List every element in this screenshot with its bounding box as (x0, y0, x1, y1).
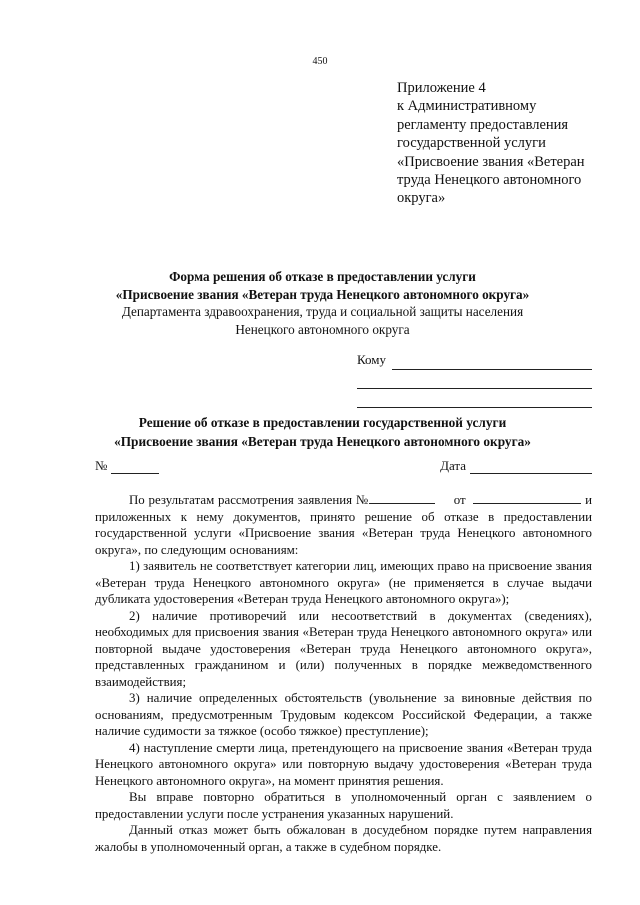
decision-body (95, 491, 592, 855)
appendix-line: округа» (397, 190, 446, 207)
reason-item: 4) наступление смерти лица, претендующего на присвоение звания «Ветеран труда Ненецкого автономного округа» или повторную выдачу удостоверения «Ветеран труда Ненецкого автономного округа», на момент принятия решения. (95, 740, 592, 788)
application-number-line (369, 491, 435, 504)
appendix-line: Приложение 4 (397, 80, 486, 96)
appendix-line: труда Ненецкого автономного (397, 172, 582, 189)
form-title-line: «Присвоение звания «Ветеран труда Ненецкого автономного округа» (115, 286, 530, 302)
appendix-line: регламенту предоставления (397, 116, 569, 133)
form-title-line: Форма решения об отказе в предоставлении услуги (169, 269, 476, 284)
intro-text: от (453, 493, 466, 507)
intro-text: и приложенных к нему документов, принято решение об отказе в предоставлении государственной услуги «Присвоение звания «Ветеран труда Ненецкого автономного округа», по следующим основаниям: (95, 493, 592, 557)
decision-title-line: «Присвоение звания «Ветеран труда Ненецкого автономного округа» (114, 433, 531, 449)
appendix-line: «Присвоение звания «Ветеран (397, 153, 585, 170)
department-line: Ненецкого автономного округа (235, 321, 410, 337)
appendix-line: к Административному (397, 98, 537, 115)
decision-title (60, 414, 585, 451)
appendix-block (397, 79, 617, 208)
reapply-paragraph: Вы вправе повторно обратиться в уполномоченный орган с заявлением о предоставлении услуги после устранения указанных нарушений. (95, 790, 592, 821)
decision-title-line: Решение об отказе в предоставлении государственной услуги (138, 415, 507, 430)
date-field (440, 458, 592, 474)
reason-item: 2) наличие противоречий или несоответствий в документах (сведениях), необходимых для присвоения звания «Ветеран труда Ненецкого автономного округа» или повторной выдаче удостоверения «Ветеран труда Ненецкого автономного округа», представленных гражданином и (или) полученных в порядке межведомственного взаимодействия; (95, 608, 592, 689)
appeal-paragraph: Данный отказ может быть обжалован в досудебном порядке путем направления жалобы в уполномоченный орган, а также в судебном порядке. (95, 823, 592, 854)
recipient-label: Кому (357, 352, 387, 367)
intro-paragraph (95, 491, 592, 558)
number-line (111, 460, 159, 474)
reason-item: 3) наличие определенных обстоятельств (увольнение за виновные действия по основаниям, предусмотренным Трудовым кодексом Российской Федерации, а также наличие судимости за тяжкое (особо тяжкое) преступление); (95, 691, 592, 738)
appendix-line: государственной услуги (397, 135, 546, 152)
department-line: Департамента здравоохранения, труда и социальной защиты населения (121, 304, 524, 320)
application-date-line (473, 491, 581, 504)
recipient-field (392, 355, 592, 370)
recipient-block (357, 350, 592, 408)
number-label: № (95, 458, 108, 473)
reason-item: 1) заявитель не соответствует категории лиц, имеющих право на присвоение звания «Ветеран труда Ненецкого автономного округа» (не применяется в случае выдачи дубликата удостоверения «Ветеран труда Ненецкого автономного округа»); (95, 559, 592, 606)
page-number: 450 (312, 56, 328, 67)
date-line (470, 460, 592, 474)
number-date-row (95, 458, 592, 474)
recipient-field-line (357, 370, 592, 389)
recipient-field-line (357, 389, 592, 408)
recipient-row (357, 350, 592, 370)
intro-text: По результатам рассмотрения заявления № (129, 493, 369, 507)
number-field (95, 458, 159, 474)
date-label: Дата (440, 458, 466, 473)
form-title (60, 268, 585, 338)
